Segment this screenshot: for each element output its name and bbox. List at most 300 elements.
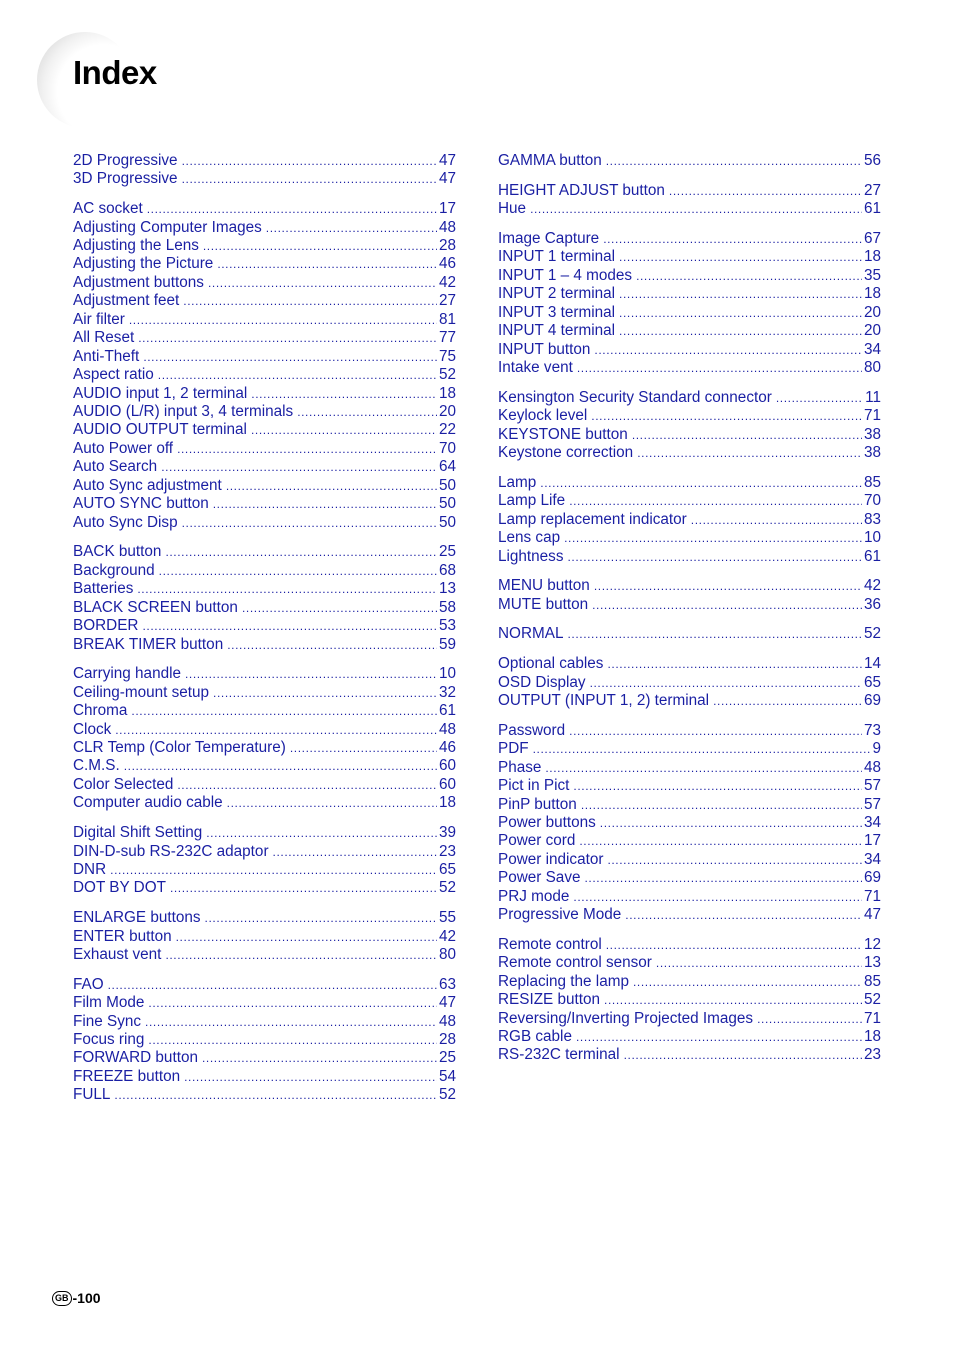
index-page-number[interactable]: 25: [438, 1049, 456, 1067]
index-page-number[interactable]: 64: [438, 458, 456, 476]
index-term: FAO: [73, 975, 104, 993]
dot-leader: [205, 909, 437, 927]
index-page-number[interactable]: 52: [438, 366, 456, 384]
index-entry[interactable]: [73, 329, 456, 347]
index-entry[interactable]: [498, 674, 881, 692]
dot-leader: [202, 1049, 437, 1067]
index-entry[interactable]: [498, 832, 881, 850]
index-term: Lamp: [498, 473, 537, 491]
dot-leader: [606, 936, 862, 954]
index-entry[interactable]: [73, 311, 456, 329]
index-page-number[interactable]: 42: [438, 927, 456, 945]
index-page-number[interactable]: 47: [438, 152, 456, 169]
index-entry[interactable]: [498, 625, 881, 643]
index-page-number[interactable]: 32: [438, 683, 456, 701]
index-page-number[interactable]: 23: [438, 842, 456, 860]
index-page-number[interactable]: 48: [438, 1012, 456, 1030]
index-page-number[interactable]: 65: [863, 673, 881, 691]
index-entry[interactable]: [73, 776, 456, 794]
dot-leader: [217, 255, 437, 273]
index-page-number[interactable]: 10: [863, 529, 881, 547]
index-term: RGB cable: [498, 1028, 572, 1046]
index-term: DIN-D-sub RS-232C adaptor: [73, 842, 269, 860]
index-term: AUDIO input 1, 2 terminal: [73, 384, 248, 402]
index-page-number[interactable]: 80: [863, 358, 881, 376]
index-entry[interactable]: [73, 219, 456, 237]
dot-leader: [114, 1086, 437, 1104]
index-page-number[interactable]: 28: [438, 1031, 456, 1049]
dot-leader: [182, 152, 437, 170]
dot-leader: [158, 366, 437, 384]
index-page-number[interactable]: 28: [438, 237, 456, 255]
index-letter-group: [73, 824, 456, 898]
region-badge: GB: [52, 1291, 72, 1306]
index-page-number[interactable]: 65: [438, 860, 456, 878]
index-term: Keylock level: [498, 407, 588, 425]
index-page-number[interactable]: 50: [438, 495, 456, 513]
index-term: MENU button: [498, 577, 590, 595]
index-term: Digital Shift Setting: [73, 824, 203, 842]
index-entry[interactable]: [73, 702, 456, 720]
index-page-number[interactable]: 11: [865, 388, 881, 406]
index-entry[interactable]: [498, 1010, 881, 1028]
index-entry[interactable]: [498, 285, 881, 303]
index-page-number[interactable]: 20: [438, 402, 456, 420]
index-page-number[interactable]: 71: [863, 407, 881, 425]
index-page-number[interactable]: 27: [438, 292, 456, 310]
index-page-number[interactable]: 71: [863, 887, 881, 905]
index-entry[interactable]: [498, 341, 881, 359]
dot-leader: [600, 814, 862, 832]
index-entry[interactable]: [73, 928, 456, 946]
index-page-number[interactable]: 42: [863, 577, 881, 595]
dot-leader: [592, 596, 862, 614]
index-page-number[interactable]: 20: [863, 303, 881, 321]
index-entry[interactable]: [73, 665, 456, 683]
index-entry[interactable]: [498, 577, 881, 595]
index-page-number[interactable]: 47: [438, 994, 456, 1012]
index-page-number[interactable]: 13: [438, 580, 456, 598]
index-term: AC socket: [73, 200, 143, 218]
dot-leader: [569, 722, 862, 740]
index-page-number[interactable]: 59: [438, 635, 456, 653]
index-page-number[interactable]: 50: [438, 513, 456, 531]
dot-leader: [533, 740, 871, 758]
index-term: KEYSTONE button: [498, 425, 628, 443]
index-entry[interactable]: [498, 869, 881, 887]
dot-leader: [142, 617, 437, 635]
index-page-number[interactable]: 48: [438, 218, 456, 236]
index-page-number[interactable]: 75: [438, 347, 456, 365]
index-letter-group: [498, 722, 881, 925]
index-entry[interactable]: [498, 492, 881, 510]
dot-leader: [165, 946, 437, 964]
index-entry[interactable]: [73, 794, 456, 812]
index-page-number[interactable]: 73: [863, 721, 881, 739]
dot-leader: [273, 843, 437, 861]
dot-leader: [183, 292, 437, 310]
index-entry[interactable]: [73, 684, 456, 702]
index-entry[interactable]: [498, 655, 881, 673]
index-page-number[interactable]: 34: [863, 813, 881, 831]
index-page-number[interactable]: 13: [863, 954, 881, 972]
index-entry[interactable]: [498, 991, 881, 1009]
index-page-number[interactable]: 83: [863, 510, 881, 528]
index-entry[interactable]: [73, 636, 456, 654]
index-entry[interactable]: [498, 407, 881, 425]
index-entry[interactable]: [498, 152, 881, 170]
index-page-number[interactable]: 61: [438, 702, 456, 720]
index-term: Optional cables: [498, 655, 604, 673]
index-term: PDF: [498, 740, 529, 758]
index-entry[interactable]: [73, 562, 456, 580]
index-entry[interactable]: [73, 200, 456, 218]
index-entry[interactable]: [73, 946, 456, 964]
index-page-number[interactable]: 18: [438, 384, 456, 402]
index-entry[interactable]: [498, 304, 881, 322]
index-entry[interactable]: [73, 721, 456, 739]
index-entry[interactable]: [73, 1031, 456, 1049]
index-term: MUTE button: [498, 595, 589, 613]
index-term: Batteries: [73, 580, 134, 598]
index-term: Power indicator: [498, 850, 604, 868]
index-page-number[interactable]: 47: [863, 906, 881, 924]
index-page-number[interactable]: 18: [863, 248, 881, 266]
index-page-number[interactable]: 18: [438, 794, 456, 812]
dot-leader: [251, 421, 437, 439]
dot-leader: [290, 739, 437, 757]
index-entry[interactable]: [73, 1086, 456, 1104]
index-page-number[interactable]: 58: [438, 598, 456, 616]
index-entry[interactable]: [73, 477, 456, 495]
index-page-number[interactable]: 36: [863, 595, 881, 613]
index-term: Auto Sync adjustment: [73, 476, 222, 494]
page-title: Index: [73, 54, 157, 91]
index-term: Adjusting Computer Images: [73, 218, 262, 236]
index-entry[interactable]: [73, 617, 456, 635]
index-page-number[interactable]: 35: [863, 266, 881, 284]
index-page-number[interactable]: 56: [863, 152, 881, 169]
index-entry[interactable]: [73, 824, 456, 842]
index-page-number[interactable]: 14: [863, 655, 881, 673]
index-page-number[interactable]: 69: [863, 692, 881, 710]
index-entry[interactable]: [73, 976, 456, 994]
index-entry[interactable]: [73, 255, 456, 273]
index-entry[interactable]: [73, 757, 456, 775]
index-entry[interactable]: [73, 909, 456, 927]
index-term: NORMAL: [498, 625, 564, 643]
index-entry[interactable]: [73, 843, 456, 861]
dot-leader: [624, 1046, 862, 1064]
index-page-number[interactable]: 52: [438, 1086, 456, 1104]
index-page-number[interactable]: 52: [863, 625, 881, 643]
index-term: Remote control sensor: [498, 954, 652, 972]
index-entry[interactable]: [73, 994, 456, 1012]
index-page-number[interactable]: 17: [863, 832, 881, 850]
index-entry[interactable]: [73, 739, 456, 757]
index-term: Chroma: [73, 702, 128, 720]
index-entry[interactable]: [73, 152, 456, 170]
index-entry[interactable]: [73, 580, 456, 598]
index-term: Kensington Security Standard connector: [498, 388, 772, 406]
index-page-number[interactable]: 50: [438, 476, 456, 494]
index-term: INPUT 4 terminal: [498, 322, 616, 340]
index-page-number[interactable]: 57: [863, 777, 881, 795]
index-page-number[interactable]: 9: [872, 740, 881, 758]
index-entry[interactable]: [498, 200, 881, 218]
index-page-number[interactable]: 38: [863, 425, 881, 443]
index-term: PRJ mode: [498, 887, 570, 905]
dot-leader: [530, 200, 862, 218]
index-column-left: [73, 152, 456, 1116]
index-term: ENTER button: [73, 927, 172, 945]
index-term: Lightness: [498, 547, 564, 565]
index-entry[interactable]: [73, 861, 456, 879]
index-page-number[interactable]: 68: [438, 561, 456, 579]
dot-leader: [227, 636, 437, 654]
index-page-number[interactable]: 34: [863, 340, 881, 358]
index-term: AUDIO (L/R) input 3, 4 terminals: [73, 402, 294, 420]
index-page-number[interactable]: 46: [438, 255, 456, 273]
index-page-number[interactable]: 60: [438, 757, 456, 775]
index-term: Aspect ratio: [73, 366, 154, 384]
index-entry[interactable]: [73, 366, 456, 384]
index-entry[interactable]: [498, 596, 881, 614]
index-page-number[interactable]: 25: [438, 543, 456, 561]
index-entry[interactable]: [73, 879, 456, 897]
index-term: OSD Display: [498, 673, 586, 691]
dot-leader: [606, 152, 862, 170]
dot-leader: [619, 248, 862, 266]
dot-leader: [619, 304, 862, 322]
index-term: Lens cap: [498, 529, 561, 547]
index-page-number[interactable]: 61: [863, 547, 881, 565]
index-entry[interactable]: [498, 248, 881, 266]
index-entry[interactable]: [498, 777, 881, 795]
dot-leader: [129, 311, 437, 329]
dot-leader: [669, 182, 862, 200]
index-page-number[interactable]: 77: [438, 329, 456, 347]
index-entry[interactable]: [498, 936, 881, 954]
dot-leader: [185, 665, 437, 683]
index-entry[interactable]: [73, 421, 456, 439]
index-entry[interactable]: [498, 182, 881, 200]
index-entry[interactable]: [73, 458, 456, 476]
dot-leader: [545, 759, 862, 777]
index-page-number[interactable]: 20: [863, 322, 881, 340]
index-entry[interactable]: [73, 495, 456, 513]
index-entry[interactable]: [498, 973, 881, 991]
dot-leader: [576, 1028, 862, 1046]
dot-leader: [226, 477, 437, 495]
index-entry[interactable]: [73, 403, 456, 421]
index-term: Focus ring: [73, 1031, 145, 1049]
index-entry[interactable]: [498, 1046, 881, 1064]
page-footer: [52, 1290, 101, 1306]
dot-leader: [579, 832, 862, 850]
dot-leader: [110, 861, 437, 879]
index-term: FULL: [73, 1086, 111, 1104]
index-entry[interactable]: [73, 274, 456, 292]
index-entry[interactable]: [498, 1028, 881, 1046]
dot-leader: [540, 474, 862, 492]
index-entry[interactable]: [73, 440, 456, 458]
dot-leader: [691, 511, 862, 529]
index-entry[interactable]: [73, 348, 456, 366]
index-page-number[interactable]: 57: [863, 795, 881, 813]
index-page-number[interactable]: 38: [863, 444, 881, 462]
index-term: All Reset: [73, 329, 135, 347]
index-page-number[interactable]: 63: [438, 975, 456, 993]
index-entry[interactable]: [498, 230, 881, 248]
index-page-number[interactable]: 23: [863, 1046, 881, 1064]
index-entry[interactable]: [73, 514, 456, 532]
index-page-number[interactable]: 17: [438, 200, 456, 218]
index-page-number[interactable]: 46: [438, 739, 456, 757]
index-page-number[interactable]: 61: [863, 200, 881, 218]
dot-leader: [297, 403, 437, 421]
dot-leader: [182, 514, 437, 532]
dot-leader: [619, 322, 862, 340]
index-page-number[interactable]: 27: [863, 181, 881, 199]
index-entry[interactable]: [73, 385, 456, 403]
index-term: Adjustment buttons: [73, 273, 204, 291]
dot-leader: [656, 954, 862, 972]
index-page-number[interactable]: 34: [863, 850, 881, 868]
index-page-number[interactable]: 60: [438, 775, 456, 793]
index-term: Lamp Life: [498, 492, 566, 510]
dot-leader: [564, 529, 862, 547]
dot-leader: [184, 1068, 437, 1086]
index-entry[interactable]: [73, 543, 456, 561]
dot-leader: [213, 684, 437, 702]
index-term: CLR Temp (Color Temperature): [73, 739, 286, 757]
index-entry[interactable]: [498, 322, 881, 340]
index-entry[interactable]: [498, 954, 881, 972]
dot-leader: [170, 879, 437, 897]
index-term: Pict in Pict: [498, 777, 570, 795]
index-page-number[interactable]: 48: [863, 758, 881, 776]
index-entry[interactable]: [498, 426, 881, 444]
index-page-number[interactable]: 47: [438, 170, 456, 188]
index-entry[interactable]: [498, 722, 881, 740]
index-page-number[interactable]: 85: [863, 473, 881, 491]
dot-leader: [567, 548, 862, 566]
dot-leader: [115, 721, 437, 739]
index-term: INPUT 1 terminal: [498, 248, 616, 266]
index-entry[interactable]: [73, 599, 456, 617]
index-entry[interactable]: [498, 906, 881, 924]
index-page-number[interactable]: 18: [863, 1028, 881, 1046]
index-entry[interactable]: [73, 237, 456, 255]
index-page-number[interactable]: 54: [438, 1067, 456, 1085]
index-term: ENLARGE buttons: [73, 909, 201, 927]
index-entry[interactable]: [73, 1013, 456, 1031]
index-page-number[interactable]: 52: [438, 879, 456, 897]
index-entry[interactable]: [498, 359, 881, 377]
index-entry[interactable]: [498, 888, 881, 906]
index-entry[interactable]: [73, 170, 456, 188]
index-term: BORDER: [73, 617, 139, 635]
index-entry[interactable]: [73, 1049, 456, 1067]
index-entry[interactable]: [498, 548, 881, 566]
dot-leader: [138, 329, 437, 347]
dot-leader: [176, 928, 437, 946]
index-term: Air filter: [73, 310, 125, 328]
index-page-number[interactable]: 42: [438, 273, 456, 291]
dot-leader: [143, 348, 437, 366]
index-entry[interactable]: [498, 474, 881, 492]
index-term: Lamp replacement indicator: [498, 510, 687, 528]
index-entry[interactable]: [498, 814, 881, 832]
dot-leader: [603, 230, 862, 248]
index-page-number[interactable]: 12: [863, 935, 881, 953]
index-page-number[interactable]: 70: [863, 492, 881, 510]
dot-leader: [594, 577, 862, 595]
index-entry[interactable]: [498, 444, 881, 462]
dot-leader: [604, 991, 862, 1009]
index-page-number[interactable]: 80: [438, 945, 456, 963]
index-letter-group: [498, 182, 881, 219]
index-entry[interactable]: [498, 529, 881, 547]
dot-leader: [177, 440, 437, 458]
index-entry[interactable]: [498, 796, 881, 814]
index-page-number[interactable]: 22: [438, 421, 456, 439]
index-term: BREAK TIMER button: [73, 635, 224, 653]
index-term: BLACK SCREEN button: [73, 598, 238, 616]
index-page-number[interactable]: 71: [863, 1009, 881, 1027]
index-page-number[interactable]: 10: [438, 665, 456, 683]
index-page-number[interactable]: 70: [438, 439, 456, 457]
index-page-number[interactable]: 67: [863, 229, 881, 247]
index-term: Fine Sync: [73, 1012, 142, 1030]
index-term: Auto Power off: [73, 439, 174, 457]
index-page-number[interactable]: 52: [863, 991, 881, 1009]
index-term: OUTPUT (INPUT 1, 2) terminal: [498, 692, 710, 710]
index-page-number[interactable]: 48: [438, 720, 456, 738]
index-term: C.M.S.: [73, 757, 120, 775]
dot-leader: [203, 237, 437, 255]
index-entry[interactable]: [498, 740, 881, 758]
index-entry[interactable]: [498, 511, 881, 529]
index-page-number[interactable]: 69: [863, 869, 881, 887]
index-term: Power Save: [498, 869, 581, 887]
dot-leader: [161, 458, 437, 476]
index-letter-group: [498, 474, 881, 566]
index-entry[interactable]: [73, 1068, 456, 1086]
index-page-number[interactable]: 39: [438, 824, 456, 842]
index-entry[interactable]: [498, 692, 881, 710]
index-page-number[interactable]: 18: [863, 285, 881, 303]
dot-leader: [577, 359, 862, 377]
index-entry[interactable]: [498, 267, 881, 285]
index-letter-group: [498, 230, 881, 378]
dot-leader: [266, 219, 437, 237]
index-page-number[interactable]: 55: [438, 909, 456, 927]
index-letter-group: [498, 625, 881, 643]
index-term: RESIZE button: [498, 991, 601, 1009]
index-page-number[interactable]: 81: [438, 310, 456, 328]
index-term: Auto Sync Disp: [73, 513, 178, 531]
index-page-number[interactable]: 85: [863, 972, 881, 990]
dot-leader: [573, 888, 862, 906]
index-page-number[interactable]: 53: [438, 617, 456, 635]
index-entry[interactable]: [498, 851, 881, 869]
index-entry[interactable]: [498, 759, 881, 777]
index-term: 2D Progressive: [73, 152, 178, 169]
index-entry[interactable]: [498, 389, 881, 407]
index-entry[interactable]: [73, 292, 456, 310]
